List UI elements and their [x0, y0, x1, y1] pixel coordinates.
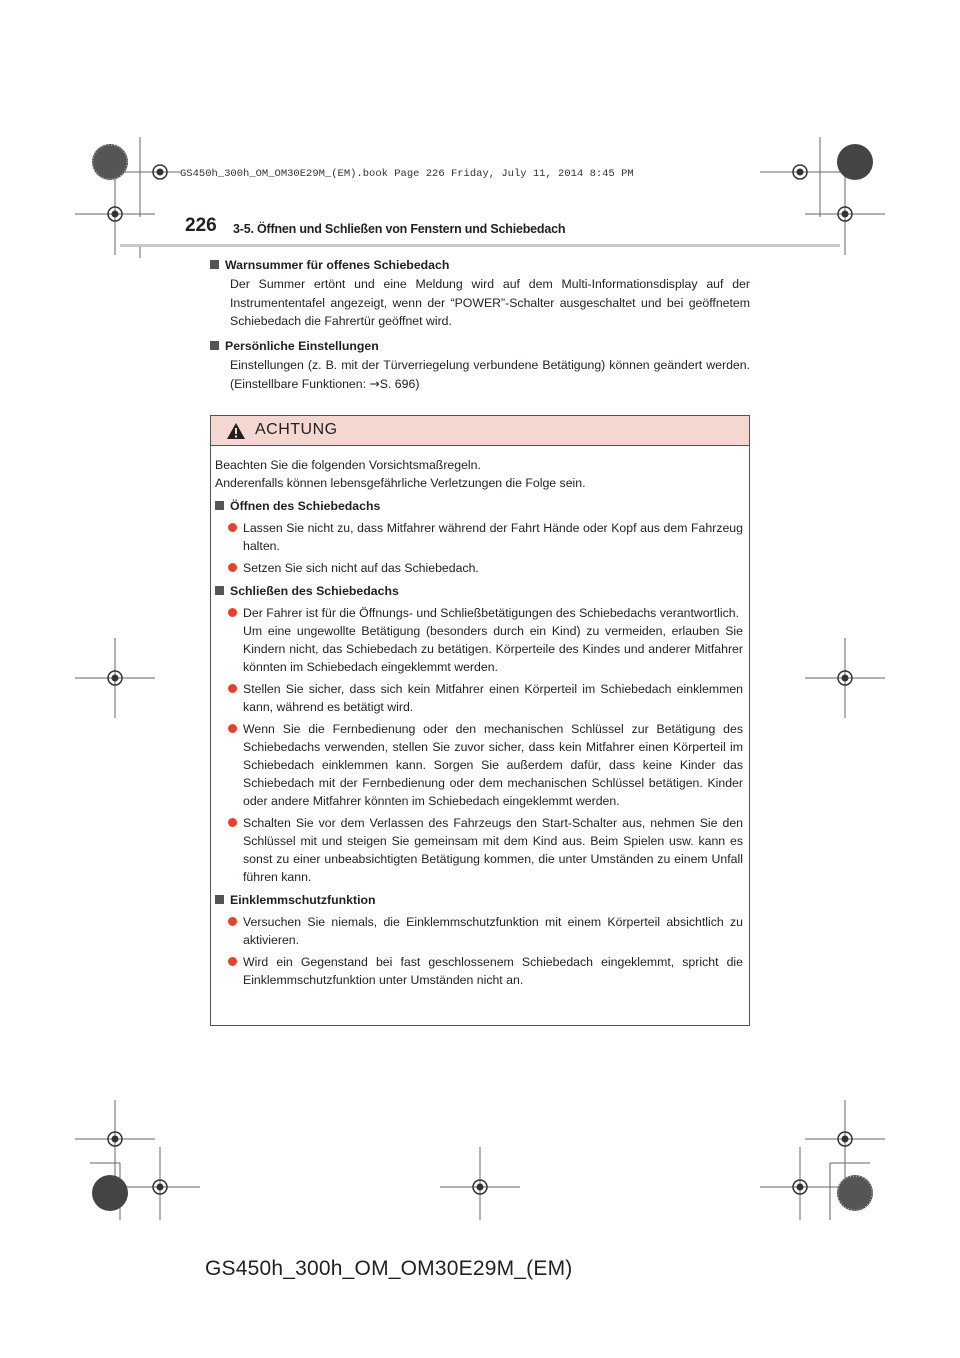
warning-section-heading-text: Öffnen des Schiebedachs	[230, 499, 381, 513]
round-bullet-icon	[228, 608, 237, 617]
warning-bullet-text: Wenn Sie die Fernbedienung oder den mechanischen Schlüssel zur Betätigung des Schiebedachs verwenden, stellen Sie zuvor sicher, dass kein Mitfahrer einen Körperteil im Schiebedach einklemmen kann. Sorgen Sie außerdem dafür, dass keine Kinder das Schiebedach mit der Fernbedienung oder dem mechanischen Schlüssel betätigen. Kinder oder andere Mitfahrer könnten im Schiebedach eingeklemmt werden.	[243, 722, 743, 808]
print-stamp: GS450h_300h_OM_OM30E29M_(EM).book Page 226 Friday, July 11, 2014 8:45 PM	[180, 168, 634, 180]
warning-bullet	[215, 913, 743, 949]
note-personal-settings	[210, 337, 750, 393]
square-bullet-icon	[215, 895, 224, 904]
warning-section-heading	[215, 891, 743, 909]
warning-bullet-text: Versuchen Sie niemals, die Einklemmschutzfunktion mit einem Körperteil absichtlich zu aktivieren.	[243, 915, 743, 947]
note-buzzer	[210, 256, 750, 331]
square-bullet-icon	[210, 341, 219, 350]
warning-bullet-text: Um eine ungewollte Betätigung (besonders durch ein Kind) zu vermeiden, erlauben Sie Kindern nicht, das Schiebedach zu betätigen. Körperteile des Kindes und anderer Mitfahrer könnten im Schiebedach eingeklemmt werden.	[243, 624, 743, 674]
square-bullet-icon	[215, 586, 224, 595]
warning-bullet-text: Der Fahrer ist für die Öffnungs- und Schließbetätigungen des Schiebedachs verantwortlich.	[243, 606, 740, 620]
round-bullet-icon	[228, 917, 237, 926]
round-bullet-icon	[228, 563, 237, 572]
note-text-body: Einstellungen (z. B. mit der Türverriegelung verbundene Betätigung) können geändert werden. (Einstellbare Funktionen:	[230, 357, 750, 391]
warning-body	[211, 446, 749, 989]
warning-bullet-text: Wird ein Gegenstand bei fast geschlossenem Schiebedach eingeklemmt, spricht die Einklemmschutzfunktion unter Umständen nicht an.	[243, 955, 743, 987]
note-heading-text: Warnsummer für offenes Schiebedach	[225, 258, 450, 272]
note-heading	[210, 337, 750, 356]
warning-box	[210, 415, 750, 1026]
warning-bullet-text: Lassen Sie nicht zu, dass Mitfahrer während der Fahrt Hände oder Kopf aus dem Fahrzeug halten.	[243, 521, 743, 553]
page-number: 226	[185, 215, 217, 236]
warning-bullet	[215, 604, 743, 676]
note-heading	[210, 256, 750, 275]
page-reference-link[interactable]: S. 696)	[379, 376, 420, 391]
warning-intro: Anderenfalls können lebensgefährliche Verletzungen die Folge sein.	[215, 476, 586, 490]
section-title: 3-5. Öffnen und Schließen von Fenstern und Schiebedach	[233, 222, 566, 236]
warning-intro: Beachten Sie die folgenden Vorsichtsmaßregeln.	[215, 458, 481, 472]
warning-title: ACHTUNG	[255, 421, 338, 438]
warning-bullet	[215, 814, 743, 886]
arrow-icon: →	[369, 376, 380, 391]
warning-bullet	[215, 559, 743, 577]
warning-bullet	[215, 953, 743, 989]
round-bullet-icon	[228, 523, 237, 532]
warning-section-heading-text: Schließen des Schiebedachs	[230, 584, 399, 598]
note-heading-text: Persönliche Einstellungen	[225, 339, 379, 353]
warning-bullet	[215, 720, 743, 810]
round-bullet-icon	[228, 957, 237, 966]
round-bullet-icon	[228, 818, 237, 827]
warning-bullet-text: Setzen Sie sich nicht auf das Schiebedach.	[243, 561, 479, 575]
warning-bullet	[215, 519, 743, 555]
warning-bullet	[215, 680, 743, 716]
header-rule	[120, 244, 840, 247]
round-bullet-icon	[228, 724, 237, 733]
warning-section-heading-text: Einklemmschutzfunktion	[230, 893, 376, 907]
warning-section-heading	[215, 582, 743, 600]
note-text: Der Summer ertönt und eine Meldung wird auf dem Multi-Informationsdisplay auf der Instrumententafel angezeigt, wenn der “POWER”-Schalter ausgeschaltet und bei geöffnetem Schiebedach die Fahrertür geöffnet wird.	[230, 276, 750, 329]
warning-bullet-text: Stellen Sie sicher, dass sich kein Mitfahrer einen Körperteil im Schiebedach einklemmen kann, während es betätigt wird.	[243, 682, 743, 714]
round-bullet-icon	[228, 684, 237, 693]
warning-header	[211, 416, 749, 446]
warning-section-heading	[215, 497, 743, 515]
note-text	[210, 356, 750, 394]
square-bullet-icon	[215, 501, 224, 510]
warning-triangle-icon	[226, 422, 246, 440]
footer-doc-id: GS450h_300h_OM_OM30E29M_(EM)	[205, 1257, 573, 1280]
square-bullet-icon	[210, 260, 219, 269]
warning-bullet-text: Schalten Sie vor dem Verlassen des Fahrzeugs den Start-Schalter aus, nehmen Sie den Schlüssel mit und steigen Sie gemeinsam mit dem Kind aus. Beim Spielen usw. kann es sonst zu einer unbeabsichtigten Betätigung kommen, die unter Umständen zu einem Unfall führen kann.	[243, 816, 743, 884]
